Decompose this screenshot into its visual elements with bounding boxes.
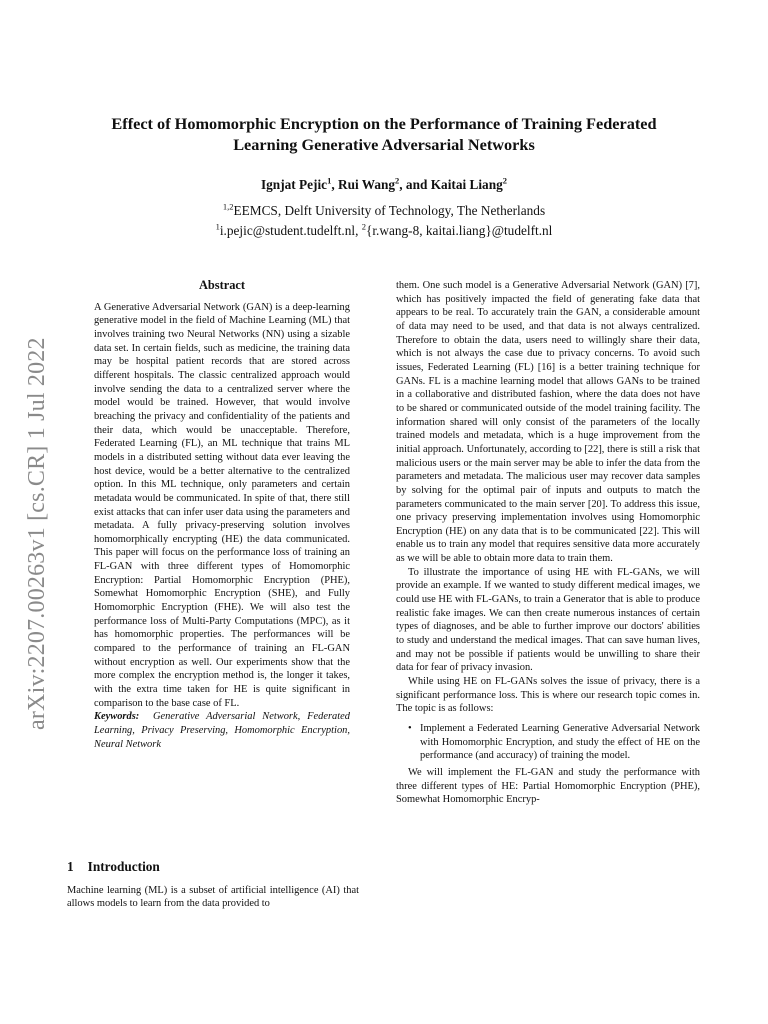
research-topic-list xyxy=(396,722,700,763)
author-emails xyxy=(70,221,698,241)
bullet-icon: • xyxy=(408,723,412,734)
author-affiliation-mark: 2 xyxy=(395,175,400,186)
abstract-column xyxy=(94,279,350,751)
body-paragraph-3: While using HE on FL-GANs solves the issue of privacy, there is a significant performance loss. This is where our research topic comes in. The topic is as follows: xyxy=(396,676,700,715)
body-paragraph-4: We will implement the FL-GAN and study the performance with three different types of HE: Partial Homomorphic Encryption (PHE), Somewhat Homomorphic Encryp- xyxy=(396,766,700,806)
affiliation xyxy=(70,201,698,221)
right-column xyxy=(396,279,700,807)
section-heading-introduction xyxy=(67,860,359,874)
email-2[interactable]: {r.wang-8, kaitai.liang}@tudelft.nl xyxy=(365,223,553,238)
body-paragraph-1: them. One such model is a Generative Adversarial Network (GAN) [7], which has positively impacted the field of generating fake data that appears to be real. To accurately train the GAN, a considerable amount of data may need to be used, and that data is not always centralized. Therefore to obtain the data, users need to willingly share their data, which is not always the case due to privacy concerns. To avoid such issues, Federated Learning (FL) [16] is a better training technique for GANs. FL is a machine learning model that allows GANs to be trained in a collaborative and distributed fashion, where the data does not have to be shared or communicated outside of the model training facility. The information shared will only consist of the parameters of the locally trained models and metadata, which is a huge improvement from the initial approach. Unfortunately, according to [22], there is still a risk that malicious users or the main server may be able to infer the data from the parameters and metadata. The malicious user may recover data samples by solving for the optimal pair of inputs and outputs to match the parameters communicated to the main server [20]. To address this issue, one privacy preserving implementation involves using Homomorphic Encryption (HE) on any data that is to be communicated [22]. This will enable us to train any model that requires sensitive data more accurately as we will be able to obtain more data to train them. xyxy=(396,280,700,565)
affiliation-block xyxy=(70,201,698,241)
email-mark: 2 xyxy=(361,221,366,232)
list-item-text: Implement a Federated Learning Generative Adversarial Network with Homomorphic Encryption, and study the effect of HE on the performance (and accuracy) of training the model. xyxy=(420,723,700,762)
introduction-start xyxy=(67,860,359,911)
keywords-label: Keywords: xyxy=(94,711,140,723)
abstract-text: A Generative Adversarial Network (GAN) is a deep-learning generative model in the field of Machine Learning (ML) that involves training two Neural Networks (NN) using a sizable data set. In certain fields, such as medicine, the training data may be hospital patient records that are stored across different hospitals. The classic centralized approach would involve sending the data to a centralized server where the model would be trained. However, that would involve breaching the privacy and confidentiality of the patients and their data, which would be unacceptable. Therefore, Federated Learning (FL), an ML technique that trains ML models in a distributed setting without data ever leaving the host device, would be a better alternative to the centralized option. In this ML technique, only parameters and certain metadata would be communicated. In spite of that, there still exist attacks that can infer user data using the parameters and metadata. A fully privacy-preserving solution involves homomorphically encrypting (HE) the data communicated. This paper will focus on the performance loss of training an FL-GAN with three different types of Homomorphic Encryption: Partial Homomorphic Encryption (PHE), Somewhat Homomorphic Encryption (SHE), and Fully Homomorphic Encryption (FHE). We will also test the performance loss of Multi-Party Computations (MPC), as it has homomorphic properties. The performances will be compared to the performance of training an FL-GAN without encryption as well. Our experiments show that the more complex the encryption method is, the longer it takes, with the extra time taken for HE is quite significant in comparison to the base case of FL. xyxy=(94,301,350,709)
author-name: Ignjat Pejic xyxy=(260,177,328,192)
author-affiliation-mark: 2 xyxy=(502,175,507,186)
author-name: Rui Wang xyxy=(338,177,396,192)
affiliation-mark: 1,2 xyxy=(222,201,234,212)
email-mark: 1 xyxy=(215,221,220,232)
arxiv-identifier: arXiv:2207.00263v1 [cs.CR] 1 Jul 2022 xyxy=(24,337,50,730)
email-1[interactable]: i.pejic@student.tudelft.nl, xyxy=(219,223,362,238)
keywords xyxy=(94,710,350,751)
author-separator: , and xyxy=(399,177,431,192)
affiliation-text: EEMCS, Delft University of Technology, The Netherlands xyxy=(233,203,546,218)
title-line-2: Learning Generative Adversarial Networks xyxy=(233,135,535,154)
body-paragraph-2: To illustrate the importance of using HE with FL-GANs, we will provide an example. If we wanted to study different medical images, we could use HE with FL-GANs, to train a Generator that is able to produce realistic fake images. We can then create numerous instances of certain types of diagnoses, and be able to further improve our doctors' abilities to study and understand the medical images. That can save human lives, and may not be possible if patients would be unwilling to share their data for fear of privacy invasion. xyxy=(396,566,700,674)
author-separator: , xyxy=(331,177,338,192)
list-item xyxy=(408,722,700,763)
paper-title xyxy=(70,113,698,155)
author-affiliation-mark: 1 xyxy=(327,175,332,186)
section-number: 1 xyxy=(67,859,74,874)
author-list xyxy=(70,177,698,193)
keywords-text: Generative Adversarial Network, Federated Learning, Privacy Preserving, Homomorphic Encryption, Neural Network xyxy=(94,711,351,750)
author-name: Kaitai Liang xyxy=(430,177,503,192)
intro-paragraph: Machine learning (ML) is a subset of artificial intelligence (AI) that allows models to learn from the data provided to xyxy=(67,884,359,910)
section-title: Introduction xyxy=(87,859,160,874)
abstract-heading: Abstract xyxy=(198,278,246,292)
title-line-1: Effect of Homomorphic Encryption on the Performance of Training Federated xyxy=(111,114,657,133)
